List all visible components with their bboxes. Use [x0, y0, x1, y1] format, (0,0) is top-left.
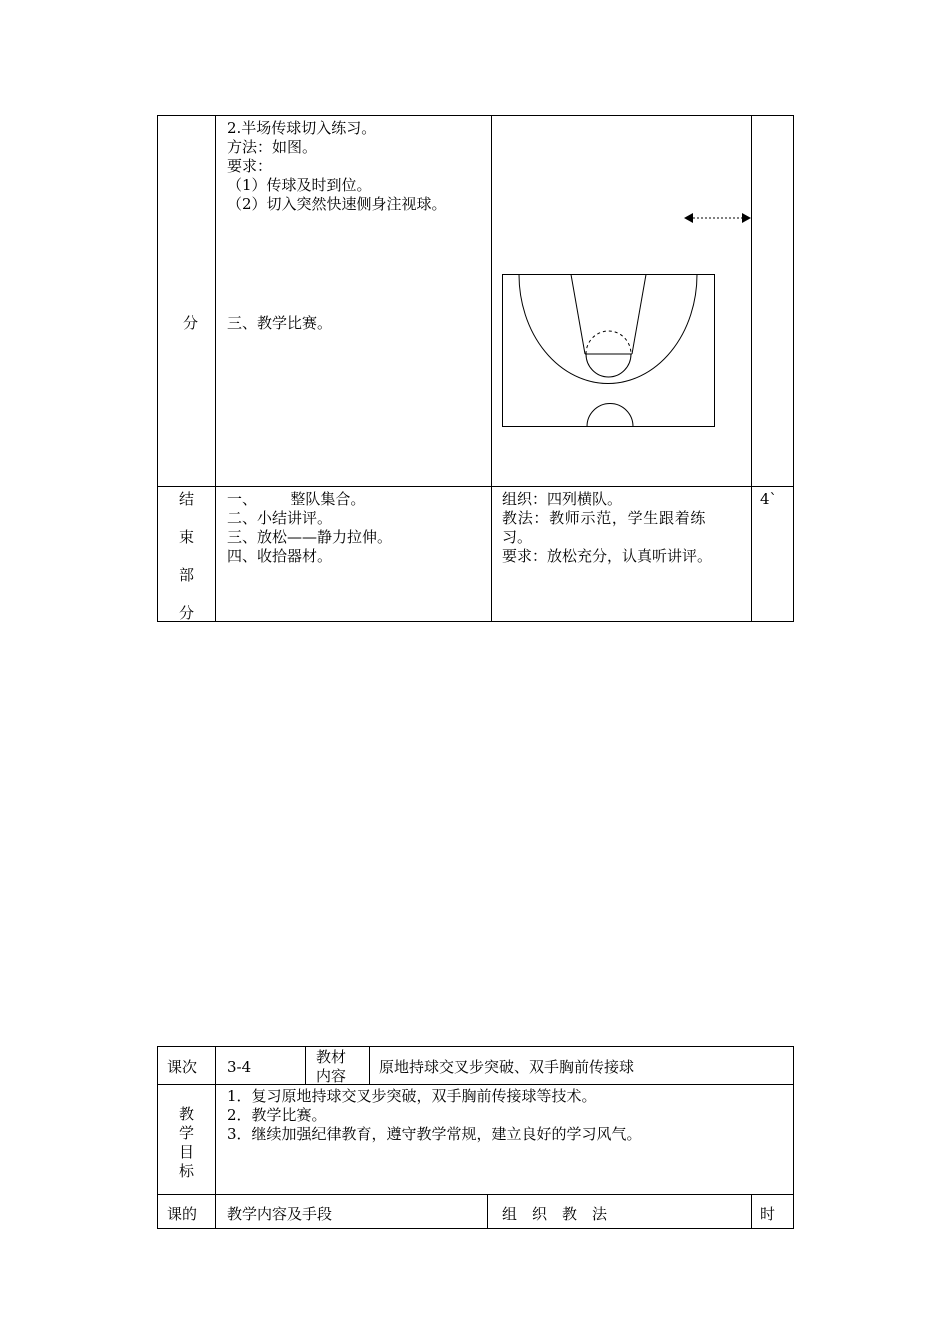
section-char: 部 — [179, 566, 195, 584]
table-bottom-col-divider — [751, 1194, 752, 1229]
text-line: 三、放松——静力拉伸。 — [227, 528, 393, 546]
free-throw-circle-dashed — [586, 331, 631, 354]
table-bottom-col-divider — [305, 1046, 306, 1085]
table-bottom-col-divider — [369, 1046, 370, 1085]
table-top-col-divider — [751, 115, 752, 622]
header-organization: 组 织 教 法 — [502, 1205, 608, 1223]
table-bottom-border — [793, 1046, 794, 1229]
text-line: 教法：教师示范，学生跟着练 — [502, 509, 707, 527]
text-line: 四、收拾器材。 — [227, 547, 333, 565]
table-top-col-divider — [491, 115, 492, 622]
material-value: 原地持球交叉步突破、双手胸前传接球 — [379, 1058, 635, 1076]
table-top-border — [157, 115, 158, 622]
text-line: 要求：放松充分，认真听讲评。 — [502, 547, 713, 565]
text-line: 要求： — [227, 157, 273, 175]
table-top-row-divider — [157, 486, 794, 487]
dashed-arrow-icon — [680, 208, 755, 228]
table-top-border — [793, 115, 794, 622]
table-bottom-col-divider — [487, 1194, 488, 1229]
closing-organization — [502, 490, 712, 566]
key-lane-line — [571, 275, 585, 355]
table-bottom-row-divider — [157, 1084, 794, 1085]
text-line: 组织：四列横队。 — [502, 490, 623, 508]
text-line: 方法：如图。 — [227, 138, 318, 156]
text-line: 一、 整队集合。 — [227, 490, 366, 508]
text-line: 二、小结讲评。 — [227, 509, 333, 527]
half-court-diagram — [500, 272, 717, 430]
header-time: 时 — [760, 1205, 776, 1223]
lesson-label: 课次 — [167, 1058, 198, 1076]
goal-char: 教 — [179, 1105, 195, 1123]
text-line: 2.半场传球切入练习。 — [227, 119, 377, 137]
three-point-arc — [519, 275, 697, 384]
goal-char: 标 — [179, 1162, 195, 1180]
table-top-border — [157, 621, 794, 622]
table-bottom-border — [157, 1228, 794, 1229]
drill-description — [227, 119, 447, 214]
header-content: 教学内容及手段 — [227, 1205, 333, 1223]
goal-item: 2．教学比赛。 — [227, 1106, 327, 1124]
table-top-col-divider — [215, 115, 216, 622]
lesson-value: 3-4 — [227, 1058, 252, 1076]
section-char: 束 — [179, 528, 195, 546]
section-char: 分 — [179, 604, 195, 622]
text-line: 内容 — [316, 1067, 347, 1085]
table-bottom-col-divider — [215, 1046, 216, 1229]
table-top-border — [157, 115, 794, 116]
key-lane-line — [632, 275, 646, 355]
center-circle-arc — [587, 404, 633, 427]
goal-item: 3．继续加强纪律教育，遵守教学常规，建立良好的学习风气。 — [227, 1125, 642, 1143]
goal-list — [227, 1087, 642, 1144]
closing-content — [227, 490, 392, 566]
header-part: 课的 — [167, 1205, 198, 1223]
section-char: 结 — [179, 490, 195, 508]
table-bottom-border — [157, 1046, 158, 1229]
text-line: 教材 — [316, 1048, 347, 1066]
goal-char: 学 — [179, 1124, 195, 1142]
section-label: 分 — [183, 314, 199, 332]
free-throw-circle-solid — [586, 354, 631, 377]
teaching-match-item: 三、教学比赛。 — [227, 314, 333, 332]
text-line: 习。 — [502, 528, 533, 546]
goal-char: 目 — [179, 1143, 195, 1161]
goal-item: 1．复习原地持球交叉步突破，双手胸前传接球等技术。 — [227, 1087, 597, 1105]
table-bottom-border — [157, 1046, 794, 1047]
time-value: 4` — [760, 490, 778, 508]
material-label — [316, 1048, 346, 1086]
text-line: （2）切入突然快速侧身注视球。 — [227, 195, 447, 213]
text-line: （1）传球及时到位。 — [227, 176, 372, 194]
table-bottom-row-divider — [157, 1194, 794, 1195]
